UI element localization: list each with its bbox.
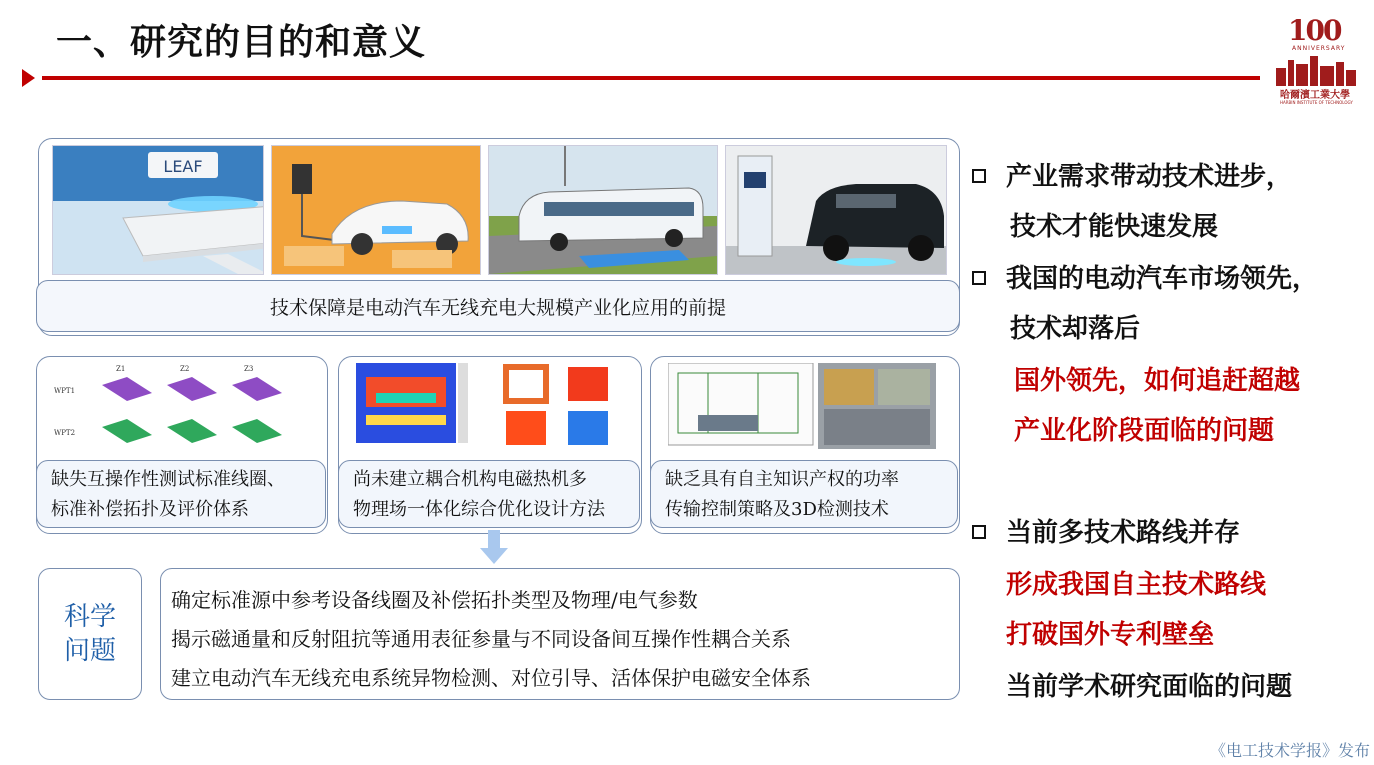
title-underline bbox=[42, 76, 1260, 80]
patent-barrier-goal: 打破国外专利壁垒 bbox=[1006, 620, 1215, 650]
problem-caption-control bbox=[650, 460, 958, 528]
bullet-tech-routes: 当前多技术路线并存 bbox=[972, 512, 1240, 549]
coil-label-wpt1: WPT1 bbox=[54, 387, 76, 395]
caption-line: 传输控制策略及3D检测技术 bbox=[665, 499, 889, 520]
control-circuit-image bbox=[668, 363, 948, 453]
industrialization-issue: 产业化阶段面临的问题 bbox=[1014, 416, 1275, 446]
page-title: 一、研究的目的和意义 bbox=[56, 22, 427, 63]
science-label-line: 问题 bbox=[63, 636, 116, 666]
university-logo bbox=[1270, 14, 1360, 114]
science-label-line: 科学 bbox=[63, 602, 116, 632]
top-caption: 技术保障是电动汽车无线充电大规模产业化应用的前提 bbox=[36, 280, 960, 332]
problem-caption-fields bbox=[338, 460, 640, 528]
coil-label-z2: Z2 bbox=[180, 365, 190, 373]
publisher-footer: 《电工技术学报》发布 bbox=[1209, 741, 1370, 760]
logo-number: 100 bbox=[1288, 14, 1341, 47]
science-label-box bbox=[38, 568, 142, 700]
prius-wireless-charging-photo bbox=[725, 145, 947, 275]
problem-caption-coils bbox=[36, 460, 326, 528]
coil-array-image bbox=[52, 363, 320, 453]
academic-issue: 当前学术研究面临的问题 bbox=[1006, 672, 1293, 702]
caption-line: 缺失互操作性测试标准线圈、 bbox=[51, 469, 285, 490]
logo-anniversary: ANNIVERSARY bbox=[1292, 45, 1346, 52]
logo-university-name: 哈爾濱工業大學 bbox=[1280, 90, 1350, 101]
square-bullet-icon bbox=[972, 271, 986, 285]
science-problem-list bbox=[160, 568, 960, 700]
field-simulation-image bbox=[356, 363, 626, 453]
title-arrow-icon bbox=[22, 69, 35, 87]
square-bullet-icon bbox=[972, 525, 986, 539]
square-bullet-icon bbox=[972, 169, 986, 183]
bullet-market-lead-cont: 技术却落后 bbox=[1010, 314, 1141, 344]
science-item: 确定标准源中参考设备线圈及补偿拓扑类型及物理/电气参数 bbox=[171, 588, 698, 612]
coil-label-z3: Z3 bbox=[244, 365, 254, 373]
coil-label-wpt2: WPT2 bbox=[54, 429, 76, 437]
coil-label-z1: Z1 bbox=[116, 365, 126, 373]
leaf-plate-text: LEAF bbox=[163, 157, 203, 176]
caption-line: 缺乏具有自主知识产权的功率 bbox=[665, 469, 899, 490]
bullet-industry-demand: 产业需求带动技术进步， bbox=[972, 156, 1292, 193]
bullet-market-lead: 我国的电动汽车市场领先， bbox=[972, 258, 1318, 295]
caption-line: 尚未建立耦合机构电磁热机多 bbox=[353, 469, 587, 490]
bullet-industry-demand-cont: 技术才能快速发展 bbox=[1010, 212, 1219, 242]
nissan-leaf-wireless-pad-photo bbox=[52, 145, 264, 275]
logo-university-english: HARBIN INSTITUTE OF TECHNOLOGY bbox=[1280, 100, 1353, 105]
science-item: 揭示磁通量和反射阻抗等通用表征参量与不同设备间互操作性耦合关系 bbox=[171, 627, 791, 651]
science-item: 建立电动汽车无线充电系统异物检测、对位引导、活体保护电磁安全体系 bbox=[171, 666, 811, 690]
wireless-charging-bus-photo bbox=[488, 145, 718, 275]
own-route-goal: 形成我国自主技术路线 bbox=[1006, 570, 1267, 600]
building-icon bbox=[1274, 54, 1358, 86]
catch-up-question: 国外领先，如何追赶超越 bbox=[1014, 366, 1301, 396]
caption-line: 物理场一体化综合优化设计方法 bbox=[353, 499, 605, 520]
caption-line: 标准补偿拓扑及评价体系 bbox=[51, 499, 249, 520]
qualcomm-halo-diagram-photo bbox=[271, 145, 481, 275]
down-arrow-icon bbox=[480, 530, 508, 566]
